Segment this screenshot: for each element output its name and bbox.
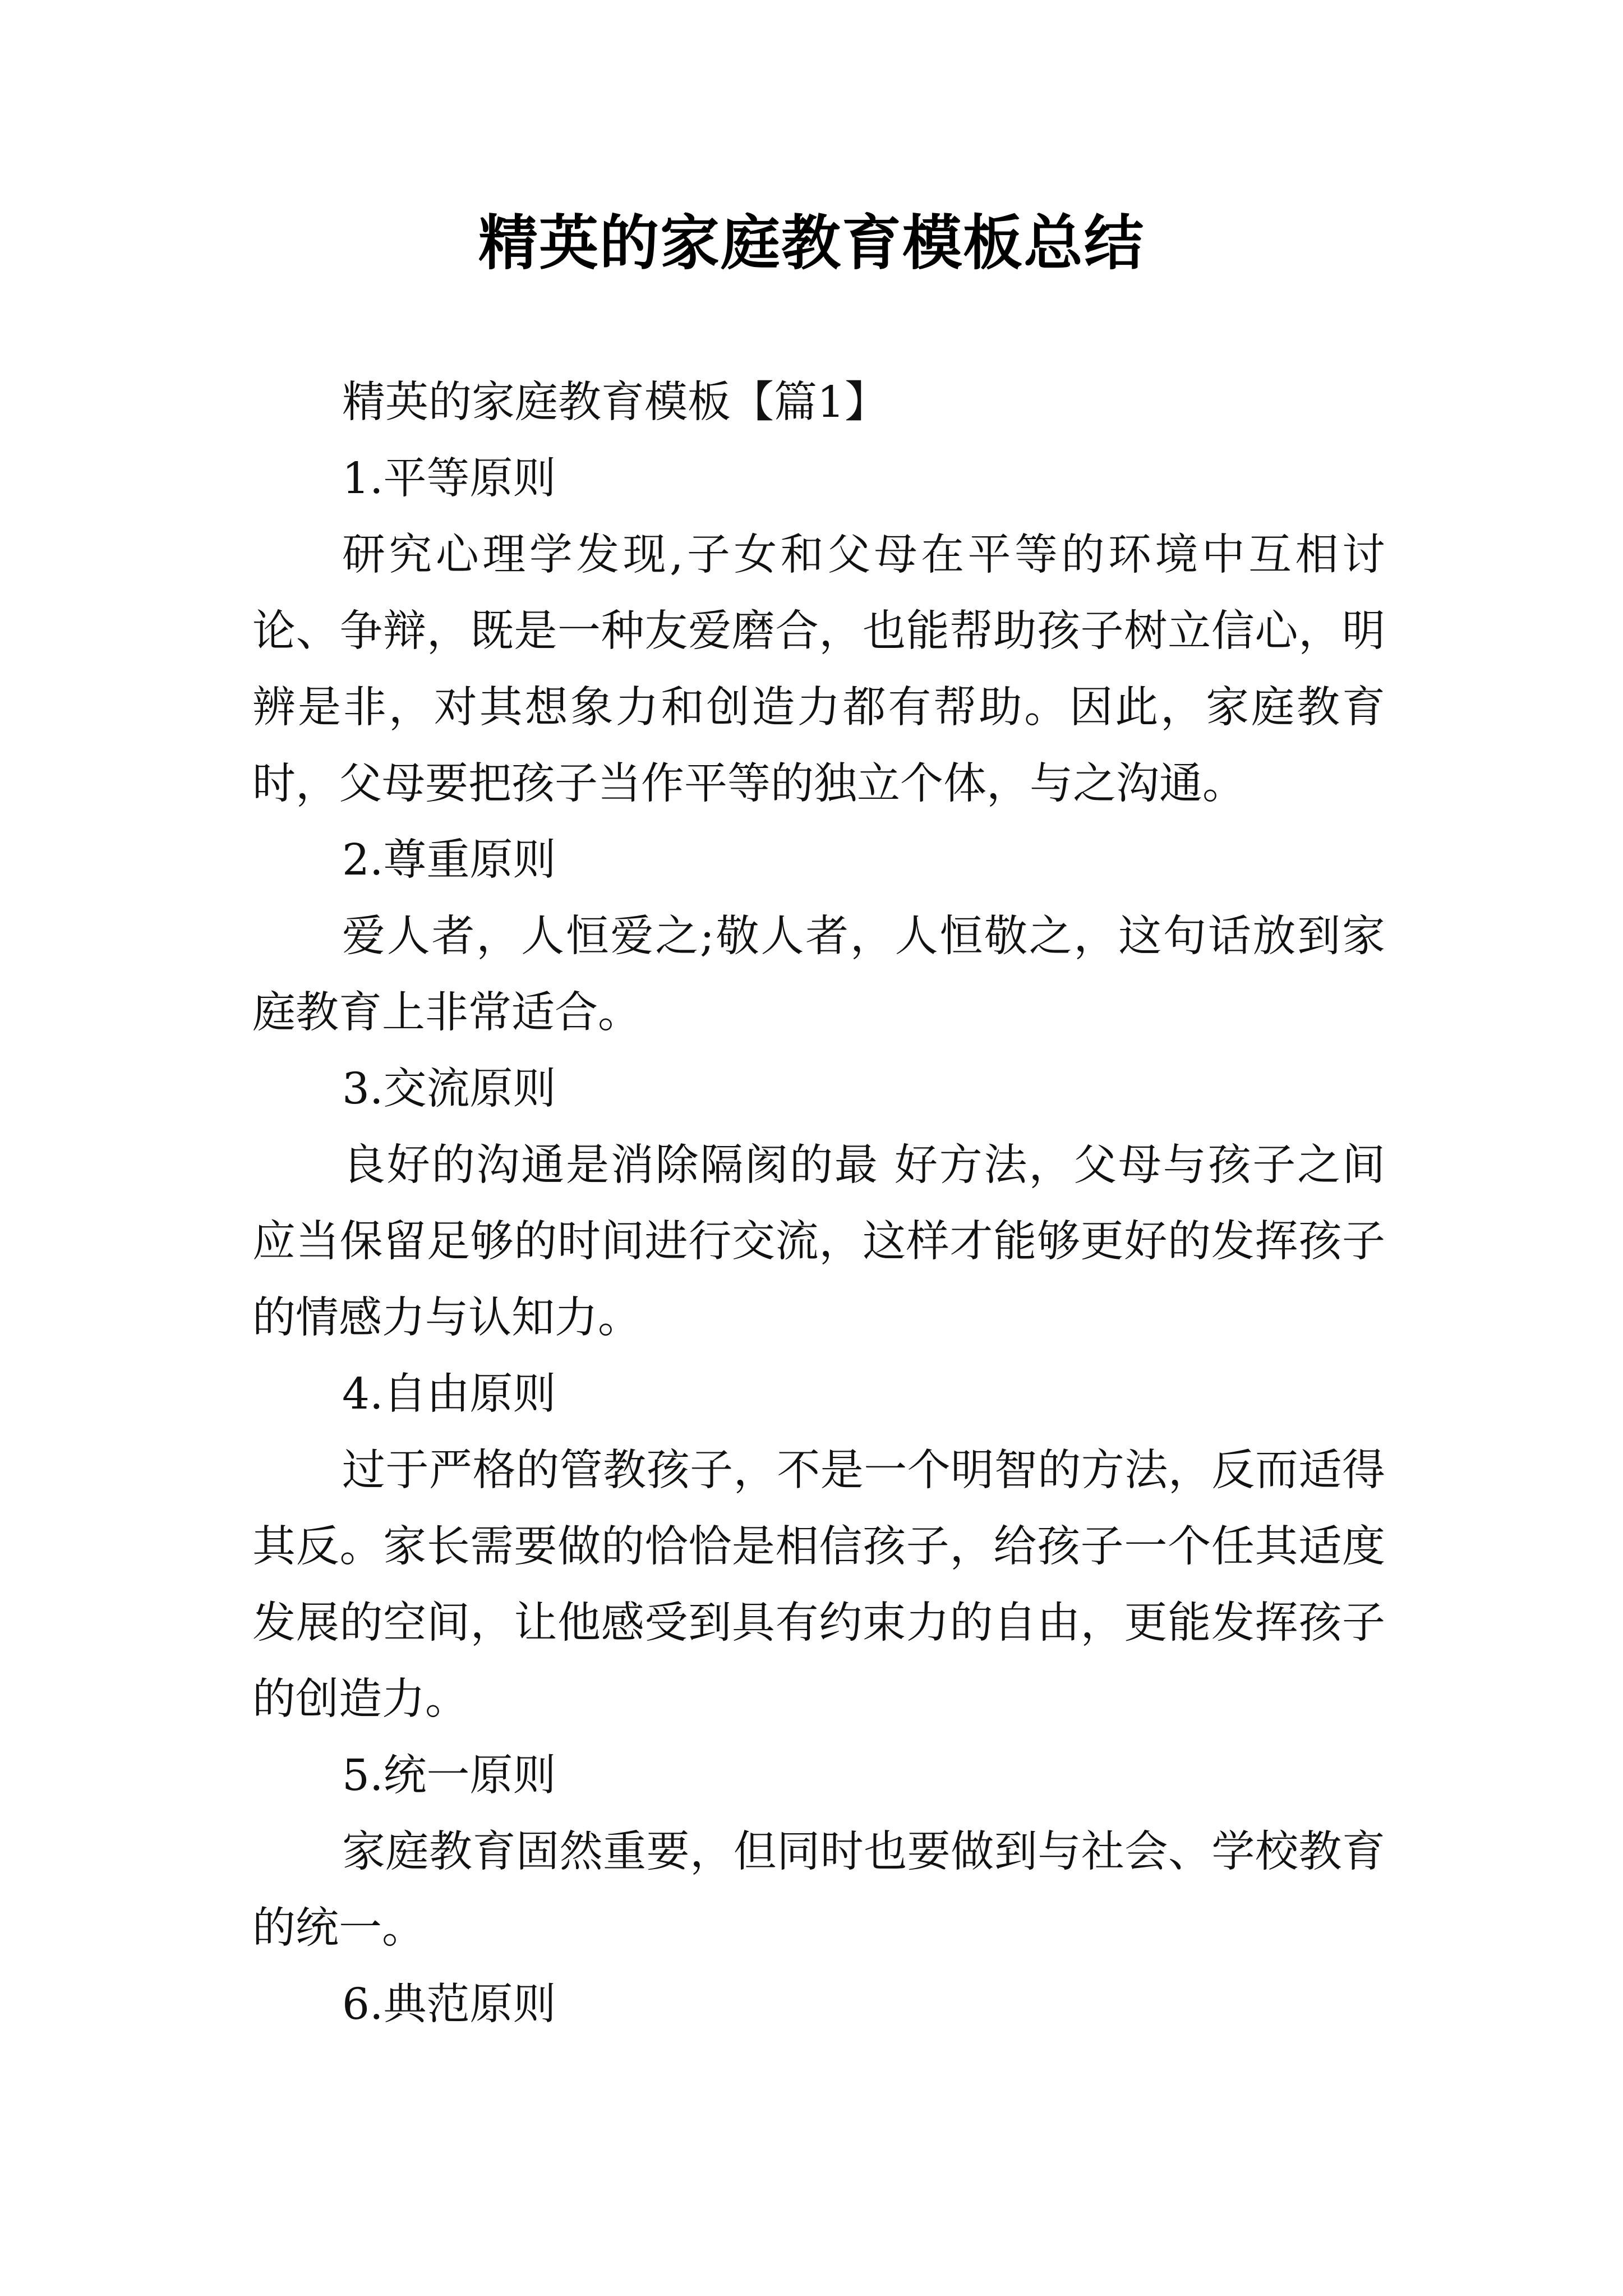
document-title: 精英的家庭教育模板总结: [478, 208, 1145, 278]
section-heading: 精英的家庭教育模板【篇1】: [342, 378, 888, 427]
body-paragraph: 良好的沟通是消除隔阂的最 好方法，父母与孩子之间应当保留足够的时间进行交流，这样才能够更好的发挥孩子的情感力与认知力。: [252, 1140, 1385, 1343]
body-paragraph: 研究心理学发现,子女和父母在平等的环境中互相讨论、争辩，既是一种友爱磨合，也能帮助孩子树立信心，明辨是非，对其想象力和创造力都有帮助。因此，家庭教育时，父母要把孩子当作平等的独立个体，与之沟通。: [252, 530, 1385, 809]
principle-heading: 3.交流原则: [342, 1064, 556, 1114]
principle-heading: 5.统一原则: [342, 1751, 556, 1801]
body-paragraph: 爱人者，人恒爱之;敬人者，人恒敬之，这句话放到家庭教育上非常适合。: [252, 912, 1385, 1038]
principle-heading: 6.典范原则: [342, 1980, 556, 2030]
body-paragraph: 过于严格的管教孩子，不是一个明智的方法，反而适得其反。家长需要做的恰恰是相信孩子，给孩子一个任其适度发展的空间，让他感受到具有约束力的自由，更能发挥孩子的创造力。: [252, 1446, 1385, 1724]
principle-heading: 2.尊重原则: [342, 835, 556, 885]
principle-heading: 1.平等原则: [342, 454, 556, 504]
principle-heading: 4.自由原则: [342, 1369, 556, 1419]
document-body: [252, 365, 1385, 2043]
body-paragraph: 家庭教育固然重要，但同时也要做到与社会、学校教育的统一。: [252, 1827, 1385, 1953]
